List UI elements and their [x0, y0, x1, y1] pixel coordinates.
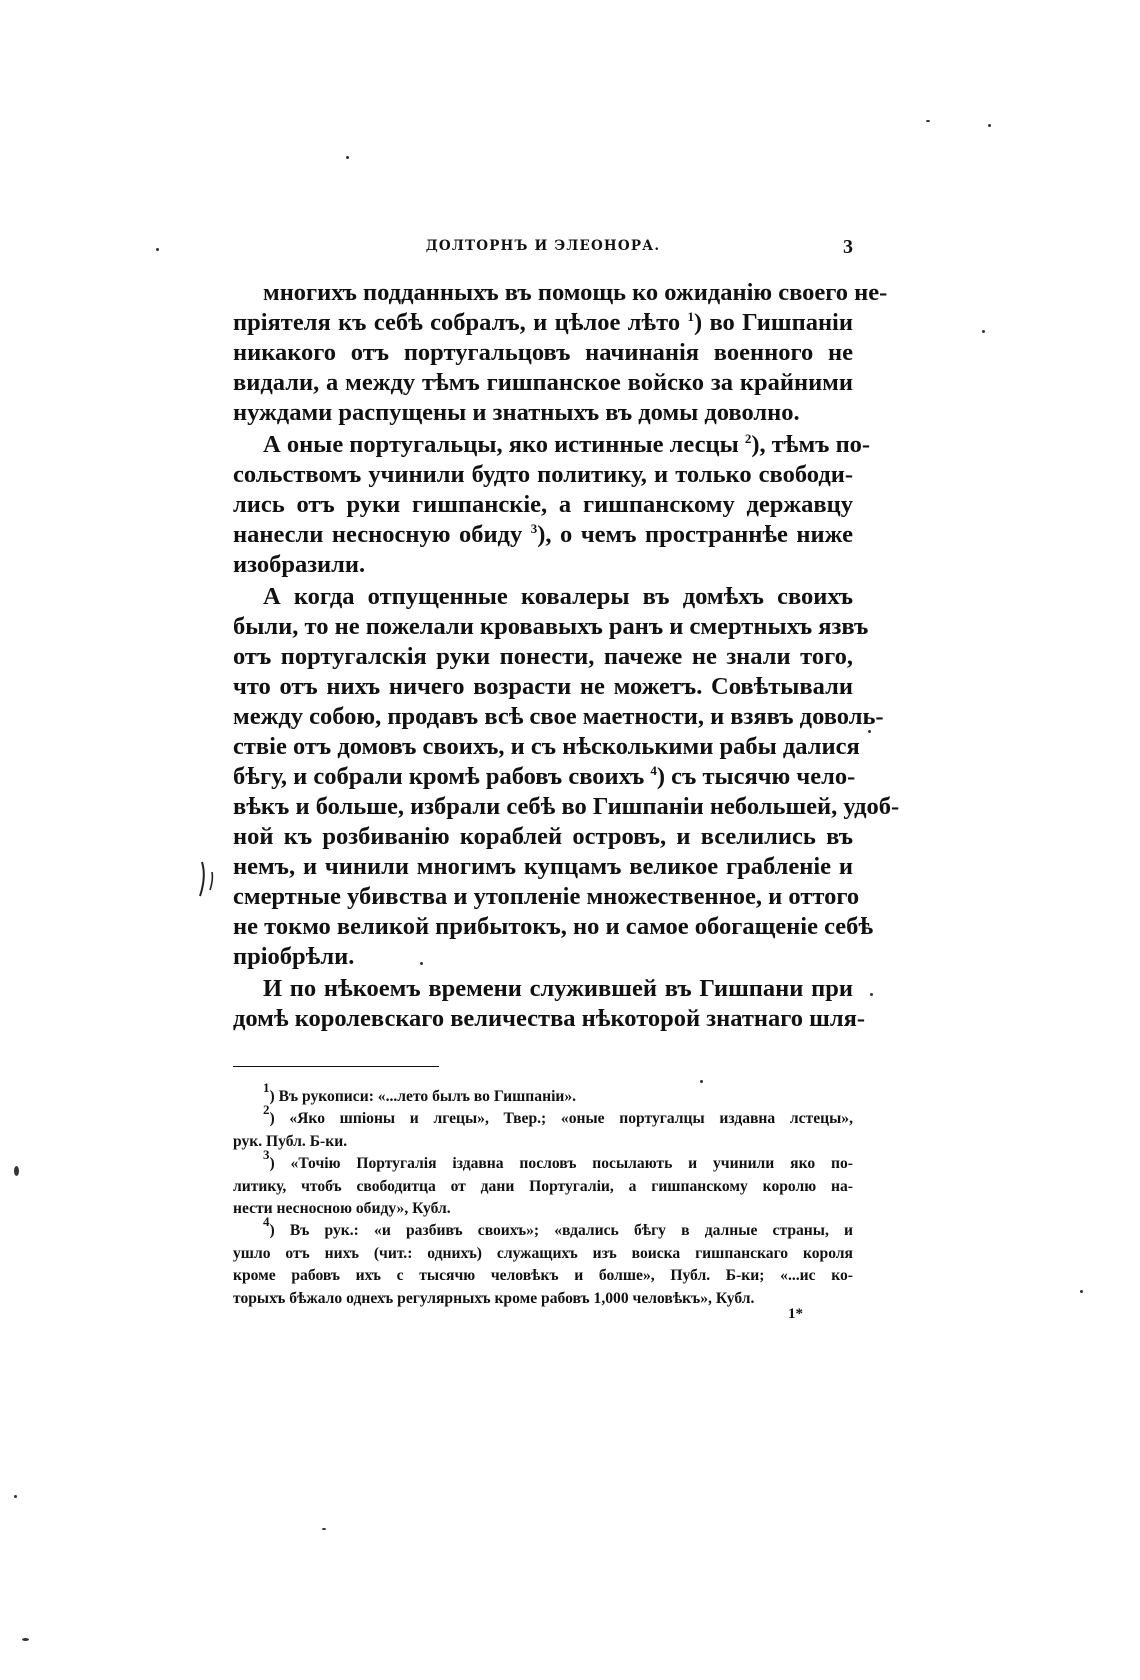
footnote-marker: 4: [263, 1214, 270, 1230]
scan-speck: [156, 248, 159, 251]
text-line: не токмо великой прибытокъ, но и самое обогащеніе себѣ: [233, 913, 874, 940]
text-line: пріятеля къ себѣ собралъ, и цѣлое лѣто $^1$) во Гишпаніи: [233, 309, 853, 336]
footnote: [233, 1102, 853, 1153]
signature-mark: 1*: [788, 1306, 803, 1322]
paragraph: [233, 582, 900, 972]
footnote-marker: 3: [263, 1147, 270, 1163]
text-line: между собою, продавъ всѣ свое маетности, и взявъ доволь-: [233, 703, 884, 730]
footnote-marker: 2: [263, 1102, 270, 1118]
footnote-line: $^4$) Въ рук.: «и разбивъ своихъ»; «вдались бѣгу в далные страны, и: [263, 1214, 853, 1240]
running-head: [233, 236, 853, 266]
scan-speck: [700, 1080, 703, 1083]
text-line: немъ, и чинили многимъ купцамъ великое грабленіе и: [233, 853, 853, 880]
footnote-line: $^2$) «Яко шпіоны и лгецы», Твер.; «оные португалцы издавна лстецы»,: [263, 1102, 853, 1128]
text-line: никакого отъ португальцовъ начинанія военного не: [233, 339, 853, 366]
text-line: изобразили.: [233, 551, 366, 578]
footnote-line: рук. Публ. Б-ки.: [233, 1132, 348, 1150]
page-number: 3: [843, 236, 853, 258]
main-text: [233, 278, 900, 1036]
text-line: пріобрѣли.: [233, 943, 355, 970]
scan-speck: [322, 1528, 326, 1530]
text-line: смертные убивства и утопленіе множественное, и оттого: [233, 883, 860, 910]
scan-speck: [346, 156, 349, 159]
footnote: [233, 1214, 853, 1310]
footnote-line: торыхъ бѣжало однехъ регулярныхъ кроме рабовъ 1,000 человѣкъ», Кубл.: [233, 1289, 755, 1307]
text-line: ной къ розбиванію кораблей островъ, и вселились въ: [233, 823, 853, 850]
text-line: нуждами распущены и знатныхъ въ домы доволно.: [233, 399, 800, 426]
footnote-reference: 4: [650, 763, 657, 778]
footnote-line: $^3$) «Точію Португалія іздавна пословъ посылають и учинили яко по-: [263, 1147, 853, 1173]
paragraph: [233, 430, 871, 580]
running-head-title: ДОЛТОРНЪ И ЭЛЕОНОРА.: [425, 238, 661, 254]
scan-speck: [14, 1166, 19, 1176]
text-line: нанесли несносную обиду $^3$), о чемъ пространнѣе ниже: [233, 521, 853, 548]
text-line: вѣкъ и больше, избрали себѣ во Гишпаніи небольшей, удоб-: [233, 793, 900, 820]
text-line: И по нѣкоемъ времени служившей въ Гишпани при: [263, 975, 853, 1002]
text-line: видали, а между тѣмъ гишпанское войско за крайними: [233, 369, 853, 396]
text-line: отъ португалскія руки понести, пачеже не знали того,: [233, 643, 853, 670]
footnote-line: нести несносною обиду», Кубл.: [233, 1200, 451, 1218]
text-line: сольствомъ учинили будто политику, и только свободи-: [233, 461, 853, 488]
footnote-marker: 1: [263, 1080, 270, 1095]
scan-speck: [1080, 1290, 1083, 1293]
scan-speck: [870, 993, 873, 996]
text-line: ствіе отъ домовъ своихъ, и съ нѣсколькими рабы далися: [233, 733, 860, 760]
footnote-reference: 1: [687, 309, 694, 324]
paragraph: [233, 278, 888, 428]
footnote-reference: 3: [530, 521, 538, 536]
scan-speck: [926, 120, 930, 122]
scan-speck: [14, 1495, 17, 1498]
paragraph: [233, 974, 865, 1034]
scan-speck: [420, 962, 423, 965]
scan-speck: [868, 730, 871, 733]
text-line: были, то не пожелали кровавыхъ ранъ и смертныхъ язвъ: [233, 613, 869, 640]
footnotes: [233, 1080, 853, 1310]
scan-speck: [22, 1638, 29, 1641]
text-line: многихъ подданныхъ въ помощь ко ожиданію своего не-: [263, 279, 888, 306]
footnote-line: $^1$) Въ рукописи: «...лето былъ во Гишпаніи».: [263, 1080, 577, 1105]
text-line: А когда отпущенные ковалеры въ домѣхъ своихъ: [263, 583, 853, 610]
footnote-line: литику, чтобъ свободитца от дани Португаліи, а гишпанскому королю на-: [233, 1177, 853, 1195]
text-line: что отъ нихъ ничего возрасти не можетъ. Совѣтывали: [233, 673, 853, 700]
footnote-reference: 2: [744, 431, 752, 446]
margin-pencil-mark: [196, 860, 220, 900]
footnote-line: кроме рабовъ ихъ с тысячю человѣкъ и болше», Публ. Б-ки; «...ис ко-: [233, 1267, 853, 1285]
text-line: домѣ королевскаго величества нѣкоторой знатнаго шля-: [233, 1005, 865, 1032]
footnote-line: ушло отъ нихъ (чит.: однихъ) служащихъ изъ воиска гишпанскаго короля: [233, 1244, 853, 1262]
text-line: А оные португальцы, яко истинные лесцы $^2$), тѣмъ по-: [263, 431, 871, 458]
footnote: [233, 1147, 853, 1220]
footnote-rule: [233, 1066, 439, 1067]
scan-speck: [982, 330, 985, 333]
text-line: лись отъ руки гишпанскіе, а гишпанскому державцу: [233, 491, 853, 518]
scan-speck: [988, 124, 991, 127]
text-line: бѣгу, и собрали кромѣ рабовъ своихъ $^4$) съ тысячю чело-: [233, 763, 856, 790]
footnote: [233, 1080, 853, 1108]
